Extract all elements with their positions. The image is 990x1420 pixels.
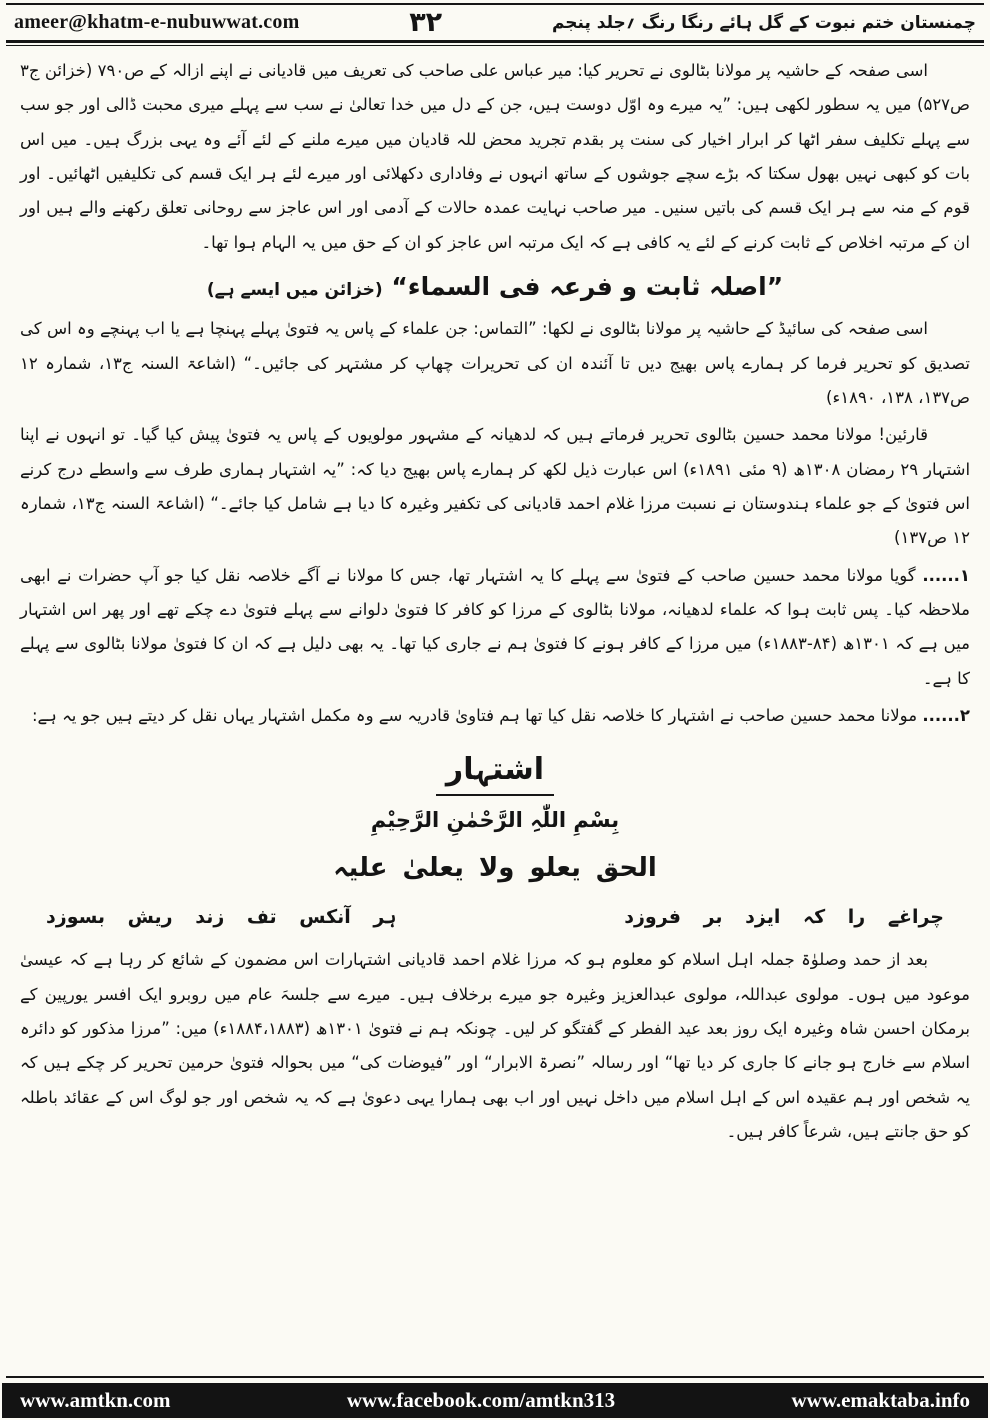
footer-link-emaktaba[interactable]: www.emaktaba.info: [791, 1388, 970, 1412]
paragraph-1: اسی صفحہ کے حاشیہ پر مولانا بٹالوی نے تحریر کیا: میر عباس علی صاحب کی تعریف میں قادیانی نے اپنے ازالہ کے ص۷۹۰ (خزائن ج۳ ص۵۲۷) میں یہ سطور لکھی ہیں: ”یہ میرے وہ اوّل دوست ہیں، جن کے دل میں خدا تعالیٰ نے سب سے پہلے میری محبت ڈالی اور جو سب سے پہلے تکلیف سفر اٹھا کر ابرار اخیار کی سنت پر بقدم تجرید محض للہ قادیان میں میرے ملنے کے لئے آئے وہ یہی بزرگ ہیں۔ میں اس بات کو کبھی نہیں بھول سکتا کہ بڑے سچے جوشوں کے ساتھ انہوں نے وفاداری دکھلائی اور میرے لئے ہر ایک قسم کی تکلیفیں اٹھائیں۔ اور قوم کے منہ سے ہر ایک قسم کی باتیں سنیں۔ میر صاحب نہایت عمدہ حالات کے آدمی اور اس عاجز سے روحانی تعلق رکھنے والے ہیں اور ان کے مرتبہ اخلاص کے ثابت کرنے کے لئے یہ کافی ہے کہ ایک مرتبہ اس عاجز کو ان کے حق میں یہ الہام ہوا تھا۔: [20, 61, 970, 252]
header-email: ameer@khatm-e-nubuwwat.com: [14, 11, 300, 33]
footer-bar: [2, 1383, 988, 1418]
alhaq-motto-line: الحق یعلو ولا یعلیٰ علیہ: [333, 852, 657, 883]
couplet-first-hemistich: چراغے را کہ ایزد بر فروزد: [624, 906, 944, 929]
numbered-item-2: [20, 699, 970, 733]
page-footer: [0, 1376, 990, 1420]
page-header: [0, 5, 990, 40]
footer-rule: [6, 1376, 984, 1378]
numbered-item-1: [20, 559, 970, 696]
footer-link-amtkn[interactable]: www.amtkn.com: [20, 1388, 171, 1412]
footer-link-facebook[interactable]: www.facebook.com/amtkn313: [346, 1388, 616, 1412]
page-body: [0, 46, 990, 1376]
ishtihar-heading: اشتہار: [436, 749, 554, 796]
paragraph-3: قارئین! مولانا محمد حسین بٹالوی تحریر فرماتے ہیں کہ لدھیانہ کے مشہور مولویوں کے پاس یہ فتویٰ پیش کیا گیا۔ تو انہوں نے اپنا اشتہار ۲۹ رمضان ۱۳۰۸ھ (۹ مئی ۱۸۹۱ء) اس عبارت ذیل لکھ کر ہمارے پاس بھیج دیا کہ: ”یہ اشتہار ہماری طرف سے واسطے درج کرنے اس فتویٰ کے جو علماء ہندوستان نے نسبت مرزا غلام احمد قادیانی کی تکفیر وغیرہ کا دیا ہے شامل کیا جائے۔“ (اشاعۃ السنہ ج۱۳، شمارہ ۱۲ ص۱۳۷): [20, 425, 971, 548]
persian-couplet: [20, 899, 970, 935]
item-1-number: ۱......: [922, 565, 970, 585]
item-1-text: گویا مولانا محمد حسین صاحب کے فتویٰ سے پہلے کا یہ اشتہار تھا، جس کا مولانا نے آگے خلاصہ نقل کیا جو آپ حضرات نے ابھی ملاحظہ کیا۔ پس ثابت ہوا کہ علماء لدھیانہ، مولانا بٹالوی کے مرزا کو کافر کا فتویٰ دلوانے سے پہلے فتویٰ دے چکے تھے اور پھر اس اشتہار میں ہے کہ ۱۳۰۱ھ (۸۴-۱۸۸۳ء) میں مرزا کے کافر ہونے کا فتویٰ ہم نے جاری کیا تھا۔ یہ بھی دلیل ہے کہ ان کا فتویٰ مولانا بٹالوی سے پہلے کا ہے۔: [20, 565, 971, 688]
book-title: چمنستان ختم نبوت کے گل ہائے رنگا رنگ ؍جلد پنجم: [551, 13, 976, 33]
couplet-second-hemistich: ہر آنکس تف زند ریش بسوزد: [46, 906, 397, 929]
header-rule-thick: [6, 40, 984, 43]
ishtihar-heading-wrap: [20, 749, 970, 796]
arabic-quote-text: ”اصلہ ثابت و فرعہ فی السماء“: [391, 271, 784, 301]
bismillah-line: بِسْمِ اللّٰہِ الرَّحْمٰنِ الرَّحِیْمِ: [370, 808, 620, 833]
item-2-number: ۲......: [922, 705, 970, 725]
arabic-quote-line: [20, 266, 970, 309]
page-number: ۳۲: [409, 7, 443, 38]
arabic-quote-note: (خزائن میں ایسے ہے): [206, 279, 383, 300]
paragraph-2: اسی صفحہ کی سائیڈ کے حاشیہ پر مولانا بٹالوی نے لکھا: ”التماس: جن علماء کے پاس یہ فتویٰ پہلے پہنچا ہے یا اب پہنچے وہ اس کی تصدیق کو تحریر فرما کر ہمارے پاس بھیج دیں تا آئندہ ان کی تحریرات چھاپ کر مشتہر کی جائیں۔“ (اشاعۃ السنہ ج۱۳، شمارہ ۱۲ ص۱۳۷، ۱۳۸، ۱۸۹۰ء): [20, 319, 970, 407]
item-2-text: مولانا محمد حسین صاحب نے اشتہار کا خلاصہ نقل کیا تھا ہم فتاویٰ قادریہ سے وہ مکمل اشتہار یہاں نقل کر دیتے ہیں جو یہ ہے:: [31, 705, 918, 725]
final-paragraph: بعد از حمد وصلوٰۃ جملہ اہل اسلام کو معلوم ہو کہ مرزا غلام احمد قادیانی اشتہارات اس مضمون کے شائع کر رہا ہے کہ عیسیٰ موعود میں ہوں۔ مولوی عبداللہ، مولوی عبدالعزیز وغیرہ جو میرے برخلاف ہیں۔ میرے سے جلسہَ عام میں روبرو ایک افسر یورپین کے برمکان احسن شاہ وغیرہ ایک روز بعد عید الفطر کے گفتگو کر لیں۔ چونکہ ہم نے فتویٰ ۱۳۰۱ھ (۱۸۸۴،۱۸۸۳ء) میں: ”مرزا مذکور کو دائرہ اسلام سے خارج ہو جانے کا جاری کر دیا تھا“ اور رسالہ ”نصرۃ الابرار“ اور ”فیوضات کی“ میں بحوالہ فتویٰ حرمین تحریر کر چکے ہیں کہ یہ شخص اور ہم عقیدہ اس کے اہل اسلام میں داخل نہیں اور اب بھی ہمارا یہی دعویٰ ہے کہ یہ شخص اور جو لوگ اس کے عقائد باطلہ کو حق جانتے ہیں، شرعاً کافر ہیں۔: [20, 950, 971, 1141]
